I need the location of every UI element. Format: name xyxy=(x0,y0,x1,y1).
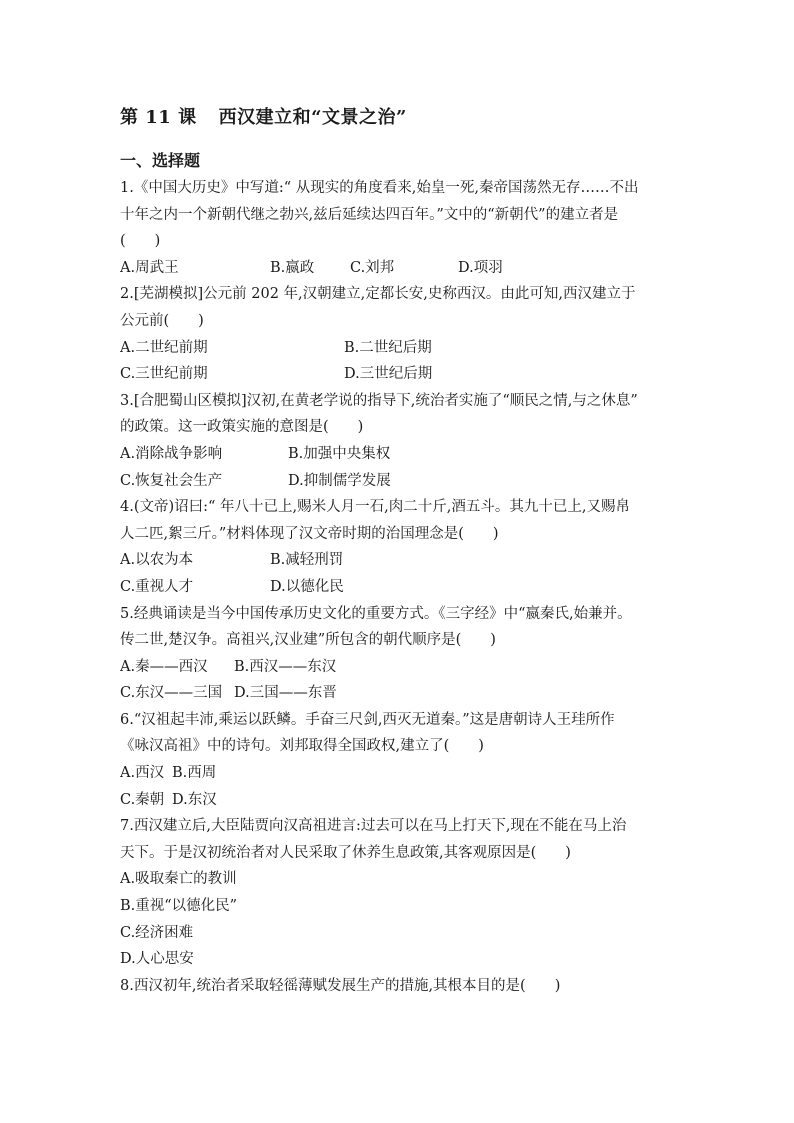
section-heading: 一、选择题 xyxy=(120,151,201,170)
option-a: A.吸取秦亡的教训 xyxy=(120,871,237,888)
option-c: C.刘邦 xyxy=(350,259,395,276)
question-text: 1.《中国大历史》中写道:“ 从现实的角度看来,始皇一死,秦帝国荡然无存……不出 xyxy=(120,180,639,196)
question-text: 2.[芜湖模拟]公元前 202 年,汉朝建立,定都长安,史称西汉。由此可知,西汉建立于 xyxy=(120,286,636,303)
lesson-number: 第 11 课 xyxy=(120,107,197,128)
question-text: 6.“汉祖起丰沛,乘运以跃鳞。手奋三尺剑,西灭无道秦。”这是唐朝诗人王珪所作 xyxy=(120,711,615,728)
option-c: C.东汉——三国 xyxy=(120,685,223,702)
question-5 xyxy=(120,601,680,707)
question-text: 8.西汉初年,统治者采取轻徭薄赋发展生产的措施,其根本目的是( ) xyxy=(120,977,561,994)
option-d: D.东汉 xyxy=(172,791,217,808)
question-text: 传二世,楚汉争。高祖兴,汉业建”所包含的朝代顺序是( ) xyxy=(120,632,496,649)
option-a: A.秦——西汉 xyxy=(120,658,208,675)
question-text: 3.[合肥蜀山区模拟]汉初,在黄老学说的指导下,统治者实施了“顺民之情,与之休息” xyxy=(120,392,638,409)
option-c: C.重视人才 xyxy=(120,578,194,595)
question-7 xyxy=(120,813,680,973)
question-1 xyxy=(120,175,680,281)
option-row xyxy=(120,787,680,814)
question-text: 十年之内一个新朝代继之勃兴,兹后延续达四百年。”文中的“新朝代”的建立者是 xyxy=(120,206,619,223)
question-text: 公元前( ) xyxy=(120,312,204,329)
option-d: D.人心思安 xyxy=(120,951,194,968)
option-b: B.西周 xyxy=(172,765,217,782)
question-text: 7.西汉建立后,大臣陆贾向汉高祖进言:过去可以在马上打天下,现在不能在马上治 xyxy=(120,818,627,835)
option-row xyxy=(120,441,680,468)
question-text: 4.(文帝)诏曰:“ 年八十已上,赐米人月一石,肉二十斤,酒五斗。其九十已上,又赐帛 xyxy=(120,499,630,516)
option-d: D.抑制儒学发展 xyxy=(288,472,391,489)
option-b: B.二世纪后期 xyxy=(344,339,432,356)
question-text: 天下。于是汉初统治者对人民采取了休养生息政策,其客观原因是( ) xyxy=(120,844,571,861)
question-6 xyxy=(120,707,680,813)
question-text: ( ) xyxy=(120,233,161,250)
option-row xyxy=(120,335,680,362)
question-text: 的政策。这一政策实施的意图是( ) xyxy=(120,419,364,436)
option-b: B.嬴政 xyxy=(270,259,315,276)
option-row xyxy=(120,680,680,707)
lesson-title xyxy=(120,103,407,129)
option-a: A.消除战争影响 xyxy=(120,445,223,462)
question-4 xyxy=(120,494,680,600)
option-row xyxy=(120,547,680,574)
lesson-name: 西汉建立和“文景之治” xyxy=(218,107,407,128)
option-row xyxy=(120,654,680,681)
question-text: 《咏汉高祖》中的诗句。刘邦取得全国政权,建立了( ) xyxy=(120,738,484,755)
option-c: C.秦朝 xyxy=(120,791,165,808)
option-row xyxy=(120,255,680,282)
option-row xyxy=(120,574,680,601)
option-c: C.三世纪前期 xyxy=(120,366,208,383)
question-2 xyxy=(120,281,680,387)
option-b: B.西汉——东汉 xyxy=(234,658,337,675)
question-text: 人二匹,絮三斤。”材料体现了汉文帝时期的治国理念是( ) xyxy=(120,525,499,542)
question-8 xyxy=(120,973,680,1000)
option-d: D.项羽 xyxy=(458,259,503,276)
option-b: B.重视“以德化民” xyxy=(120,898,238,915)
question-text: 5.经典诵读是当今中国传承历史文化的重要方式。《三字经》中“嬴秦氏,始兼并。 xyxy=(120,605,632,622)
option-row xyxy=(120,361,680,388)
question-list xyxy=(120,175,680,999)
option-a: A.二世纪前期 xyxy=(120,339,208,356)
option-c: C.恢复社会生产 xyxy=(120,472,223,489)
option-d: D.三国——东晋 xyxy=(234,685,337,702)
question-3 xyxy=(120,388,680,494)
option-b: B.加强中央集权 xyxy=(288,445,391,462)
option-a: A.西汉 xyxy=(120,765,165,782)
option-row xyxy=(120,468,680,495)
option-row xyxy=(120,760,680,787)
option-a: A.周武王 xyxy=(120,259,179,276)
option-b: B.减轻刑罚 xyxy=(270,552,344,569)
option-a: A.以农为本 xyxy=(120,552,194,569)
option-c: C.经济困难 xyxy=(120,924,194,941)
option-d: D.三世纪后期 xyxy=(344,366,433,383)
option-d: D.以德化民 xyxy=(270,578,344,595)
